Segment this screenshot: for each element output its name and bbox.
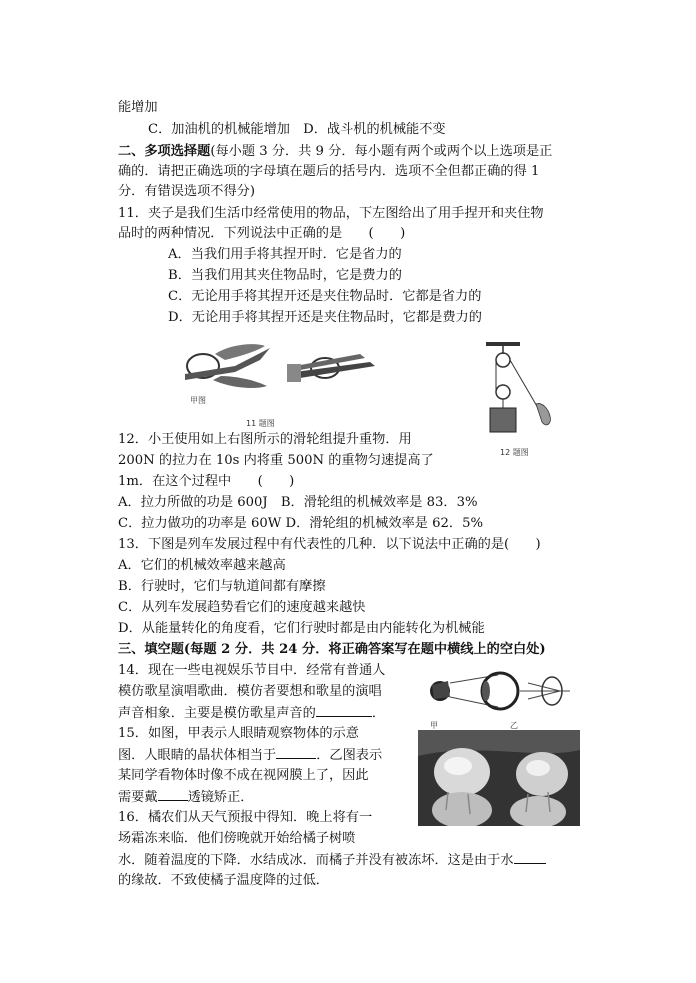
q15-line-4-text: 需要戴 [118,790,158,805]
fig11-left-caption: 甲图 [190,396,206,405]
q13-option-a: A．它们的机械效率越来越高 [118,558,286,573]
text-line-1: 能增加 [118,100,158,115]
q12-options-cd: C．拉力做功的功率是 60W D．滑轮组的机械效率是 62．5% [118,516,484,531]
q13-option-c: C．从列车发展趋势看它们的速度越来越快 [118,600,366,615]
section2-instructions: (每小题 3 分．共 9 分．每小题有两个或两个以上选项是正 [210,144,553,159]
q16-line-4: 的缘故．不致使橘子温度降的过低． [118,873,329,888]
q14-line-3 [118,703,385,724]
fig15-caption-b: 乙 [510,721,518,730]
q11-option-b: B．当我们用其夹住物品时，它是费力的 [168,268,402,283]
q15-line-1: 15．如图，甲表示人眼睛观察物体的示意 [118,726,359,741]
q11-line-1: 11．夹子是我们生活巾经常使用的物品，下左图给出了用手捏开和夹住物 [118,206,544,221]
q11-line-2: 品时的两种情况．下列说法中正确的是 ( ) [118,226,406,241]
q13-option-b: B．行驶时，它们与轨道间都有摩擦 [118,579,326,594]
frozen-oranges-photo [418,730,580,826]
q14-line-1: 14．现在一些电视娱乐节目中．经常有普通人 [118,663,386,678]
section3-heading: 三、填空题(每题 2 分．共 24 分．将正确答案写在题中横线上的空白处) [118,642,546,657]
pulley-figure [478,338,568,438]
q15-answer-blank-2[interactable] [158,787,188,801]
eye-figure [420,667,580,719]
q15-line-2 [118,745,382,766]
q15-line-4-end: 透镜矫正． [187,790,254,805]
fig12-caption: 12 题图 [500,448,529,457]
q15-line-3: 某同学看物体时像不成在视网膜上了，因此 [118,768,369,783]
section2-line-3: 分．有错误选项不得分) [118,184,256,199]
q14-line-3-end: ． [371,706,385,721]
q11-option-a: A．当我们用手将其捏开时．它是省力的 [168,247,402,262]
fig11-caption: 11 题图 [246,419,275,428]
q13-option-d: D．从能量转化的角度看，它们行驶时都是由内能转化为机械能 [118,621,485,636]
clip-hold-image [287,354,375,382]
q12-options-ab: A．拉力所做的功是 600J B．滑轮组的机械效率是 83．3% [118,495,478,510]
q12-line-2: 200N 的拉力在 10s 内将重 500N 的重物匀速提高了 [118,453,434,468]
text-line-2: C．加油机的机械能增加 D．战斗机的机械能不变 [148,122,446,137]
q16-line-3-text: 水．随着温度的下降．水结成冰．而橘子并没有被冻坏．这是由于水 [118,853,514,868]
clip-figure [175,336,385,426]
q11-option-c: C．无论用手将其捏开还是夹住物品时．它都是省力的 [168,289,482,304]
q16-answer-blank[interactable] [514,850,546,864]
q14-answer-blank[interactable] [316,703,372,717]
q15-answer-blank-1[interactable] [276,745,316,759]
section2-title: 二、多项选择题 [118,144,211,159]
q16-line-2: 场霜冻来临．他们傍晚就开始给橘子树喷 [118,831,356,846]
q16-line-3 [118,850,546,871]
q11-option-d: D．无论用手将其捏开还是夹住物品时，它都是费力的 [168,310,482,325]
section2-heading [118,142,552,162]
q15-line-2-text: 图．人眼睛的晶状体相当于 [118,748,277,763]
clip-squeeze-image [185,344,270,388]
q12-line-1: 12．小王使用如上右图所示的滑轮组提升重物．用 [118,432,412,447]
q14-line-3-text: 声音相象．主要是模仿歌星声音的 [118,706,316,721]
q12-line-3: 1m．在这个过程中 ( ) [118,474,295,489]
q16-line-1: 16．橘农们从天气预报中得知．晚上将有一 [118,810,373,825]
fig15-caption-a: 甲 [430,721,438,730]
q15-line-2-end: ．乙图表示 [316,748,383,763]
q13-line-1: 13．下图是列车发展过程中有代表性的几种．以下说法中正确的是( ) [118,537,541,552]
section2-line-2: 确的．请把正确选项的字母填在题后的括号内．选项不全但都正确的得 1 [118,164,540,179]
q15-line-4 [118,787,254,808]
q14-line-2: 模仿歌星演唱歌曲．模仿者要想和歌星的演唱 [118,684,382,699]
